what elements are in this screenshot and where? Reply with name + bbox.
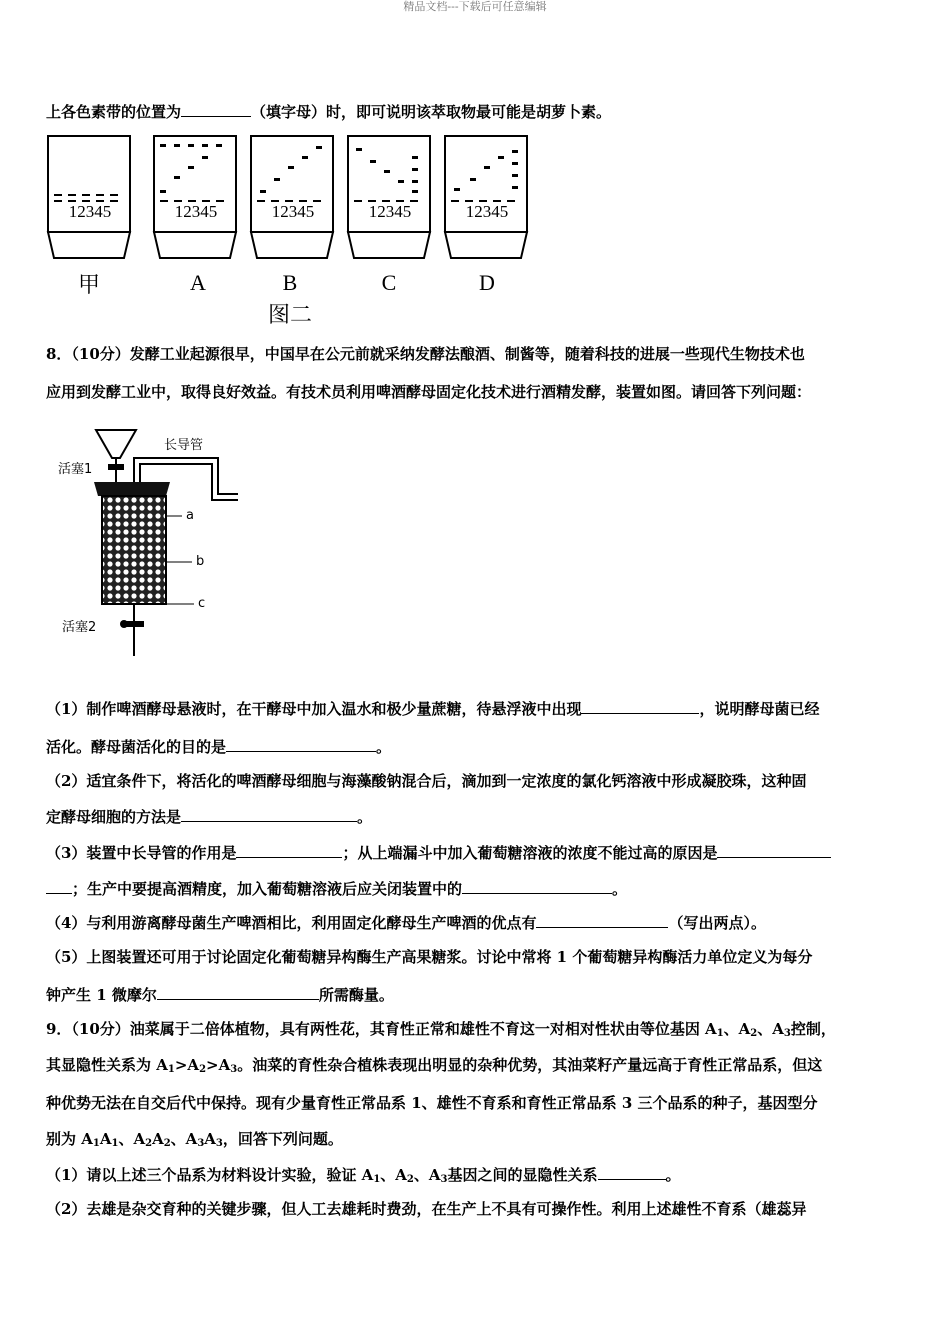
q7-tail-line xyxy=(46,102,611,122)
q9-l4-text: 别为 A xyxy=(46,1130,93,1148)
answer-blank[interactable] xyxy=(536,913,668,928)
answer-blank[interactable] xyxy=(181,807,357,822)
q8-p5b-text: 钟产生 1 微摩尔 xyxy=(46,986,157,1004)
answer-blank[interactable] xyxy=(46,879,72,894)
q7-tail-post: （填字母）时，即可说明该萃取物最可能是胡萝卜素。 xyxy=(251,103,612,121)
q9-l4-gene: A xyxy=(204,1130,216,1148)
q9-line-2 xyxy=(46,1055,822,1075)
q8-part1-line-2 xyxy=(46,737,391,757)
q8-p3a-text: （3）装置中长导管的作用是 xyxy=(46,844,237,862)
subscript: 2 xyxy=(750,1028,758,1039)
q8-p2b-post: 。 xyxy=(357,808,373,826)
q8-p1a-text: （1）制作啤酒酵母悬液时，在干酵母中加入温水和极少量蔗糖，待悬浮液中出现 xyxy=(46,700,582,718)
q9-p1-end: 。 xyxy=(665,1166,681,1184)
q8-p3b-post: 。 xyxy=(612,880,628,898)
figure-chromatography xyxy=(44,130,544,330)
subscript: 2 xyxy=(163,1138,171,1149)
q9-p1-text: （1）请以上述三个品系为材料设计实验，验证 A xyxy=(46,1166,374,1184)
subscript: 2 xyxy=(199,1064,207,1075)
answer-blank[interactable] xyxy=(581,699,699,714)
subscript: 1 xyxy=(167,1064,175,1075)
panel-label-jia: 甲 xyxy=(77,272,100,297)
subscript: 3 xyxy=(440,1174,448,1185)
q8-part2-line-1: （2）适宜条件下，将活化的啤酒酵母细胞与海藻酸钠混合后，滴加到一定浓度的氯化钙溶液中形成凝胶珠，这种固 xyxy=(46,772,807,790)
q8-p3b-text: ；生产中要提高酒精度，加入葡萄糖溶液后应关闭装置中的 xyxy=(72,880,463,898)
subscript: 3 xyxy=(215,1138,223,1149)
q8-p1b-text: 活化。酵母菌活化的目的是 xyxy=(46,738,227,756)
q8-part3-line-2 xyxy=(46,879,627,899)
lane-numbers: 12345 xyxy=(68,202,112,221)
subscript: 1 xyxy=(716,1028,724,1039)
q8-part5-line-1: （5）上图装置还可用于讨论固定化葡萄糖异构酶生产高果糖浆。讨论中常将 1 个葡萄糖异构酶活力单位定义为每分 xyxy=(46,948,813,966)
q9-l2-gt: >A xyxy=(206,1056,231,1074)
label-c: c xyxy=(198,596,206,611)
q8-p4-text: （4）与利用游离酵母菌生产啤酒相比，利用固定化酵母生产啤酒的优点有 xyxy=(46,914,537,932)
subscript: 2 xyxy=(145,1138,153,1149)
q8-p1a-post: ，说明酵母菌已经 xyxy=(699,700,820,718)
answer-blank[interactable] xyxy=(717,843,831,858)
q9-l4-gene: 、A xyxy=(118,1130,146,1148)
subscript: 2 xyxy=(406,1174,414,1185)
q9-part2-line: （2）去雄是杂交育种的关键步骤，但人工去雄耗时费劲，在生产上不具有可操作性。利用上述雄性不育系（雄蕊异 xyxy=(46,1200,807,1218)
q9-l1-text: 9．（10分）油菜属于二倍体植物，具有两性花，其育性正常和雄性不育这一对相对性状由等位基因 A xyxy=(46,1020,717,1038)
subscript: 3 xyxy=(783,1028,791,1039)
label-long-tube: 长导管 xyxy=(164,438,204,453)
q9-l4-end: ，回答下列问题。 xyxy=(222,1130,343,1148)
q8-p1b-post: 。 xyxy=(376,738,392,756)
q8-part1-line-1 xyxy=(46,699,819,719)
subscript: 1 xyxy=(111,1138,119,1149)
label-a: a xyxy=(186,508,194,523)
q8-part3-line-1 xyxy=(46,843,831,863)
page-header: 精品文档---下载后可任意编辑 xyxy=(403,0,547,13)
q8-intro-line-2: 应用到发酵工业中，取得良好效益。有技术员利用啤酒酵母固定化技术进行酒精发酵，装置如图。请回答下列问题： xyxy=(46,383,812,401)
label-valve-1: 活塞1 xyxy=(58,462,93,477)
q8-part4-line xyxy=(46,913,766,933)
q9-l2-gt: >A xyxy=(174,1056,200,1074)
lane-numbers: 12345 xyxy=(465,202,509,221)
label-valve-2: 活塞2 xyxy=(62,620,97,635)
q8-intro-line-1: 8．（10分）发酵工业起源很早，中国早在公元前就采纳发酵法酿酒、制酱等，随着科技的进展一些现代生物技术也 xyxy=(46,345,805,363)
q8-part5-line-2 xyxy=(46,985,394,1005)
q9-p1-sep: 、A xyxy=(413,1166,441,1184)
q8-p4-post: （写出两点）。 xyxy=(668,914,766,932)
answer-blank[interactable] xyxy=(181,102,251,117)
lane-numbers: 12345 xyxy=(174,202,218,221)
answer-blank[interactable] xyxy=(462,879,612,894)
q9-l1-end: 控制， xyxy=(790,1020,836,1038)
lane-numbers: 12345 xyxy=(271,202,315,221)
panel-label-c: C xyxy=(381,270,397,295)
q9-l2-text: 其显隐性关系为 A xyxy=(46,1056,168,1074)
q8-part2-line-2 xyxy=(46,807,372,827)
answer-blank[interactable] xyxy=(598,1165,666,1180)
panel-label-a: A xyxy=(190,270,206,295)
q9-p1-mid: 基因之间的显隐性关系 xyxy=(447,1166,598,1184)
q8-p5b-post: 所需酶量。 xyxy=(318,986,394,1004)
q9-part1-line xyxy=(46,1165,681,1185)
q9-l2-end: 。油菜的育性杂合植株表现出明显的杂种优势，其油菜籽产量远高于育性正常品系，但这 xyxy=(237,1056,823,1074)
subscript: 1 xyxy=(373,1174,381,1185)
q9-line-3: 种优势无法在自交后代中保持。现有少量育性正常品系 1、雄性不育系和育性正常品系 3 三个品系的种子，基因型分 xyxy=(46,1094,818,1112)
q9-l4-gene: 、A xyxy=(170,1130,198,1148)
lane-numbers: 12345 xyxy=(368,202,412,221)
subscript: 3 xyxy=(197,1138,205,1149)
q9-l4-gene: A xyxy=(99,1130,112,1148)
panel-label-d: D xyxy=(479,270,495,295)
q9-line-4 xyxy=(46,1129,343,1149)
fermentation-apparatus xyxy=(58,424,258,664)
answer-blank[interactable] xyxy=(157,985,319,1000)
q9-line-1 xyxy=(46,1019,836,1039)
answer-blank[interactable] xyxy=(226,737,376,752)
q8-p3a-mid: ；从上端漏斗中加入葡萄糖溶液的浓度不能过高的原因是 xyxy=(342,844,718,862)
subscript: 1 xyxy=(92,1138,100,1149)
q9-p1-sep: 、A xyxy=(380,1166,407,1184)
figure-title: 图二 xyxy=(267,302,312,327)
q7-tail-pre: 上各色素带的位置为 xyxy=(46,103,182,121)
panel-label-b: B xyxy=(282,270,298,295)
q9-l1-sep: 、A xyxy=(757,1020,784,1038)
answer-blank[interactable] xyxy=(236,843,342,858)
subscript: 3 xyxy=(230,1064,238,1075)
q9-l4-gene: A xyxy=(152,1130,164,1148)
q9-l1-sep: 、A xyxy=(723,1020,751,1038)
label-b: b xyxy=(196,554,205,569)
q8-p2b-text: 定酵母细胞的方法是 xyxy=(46,808,182,826)
